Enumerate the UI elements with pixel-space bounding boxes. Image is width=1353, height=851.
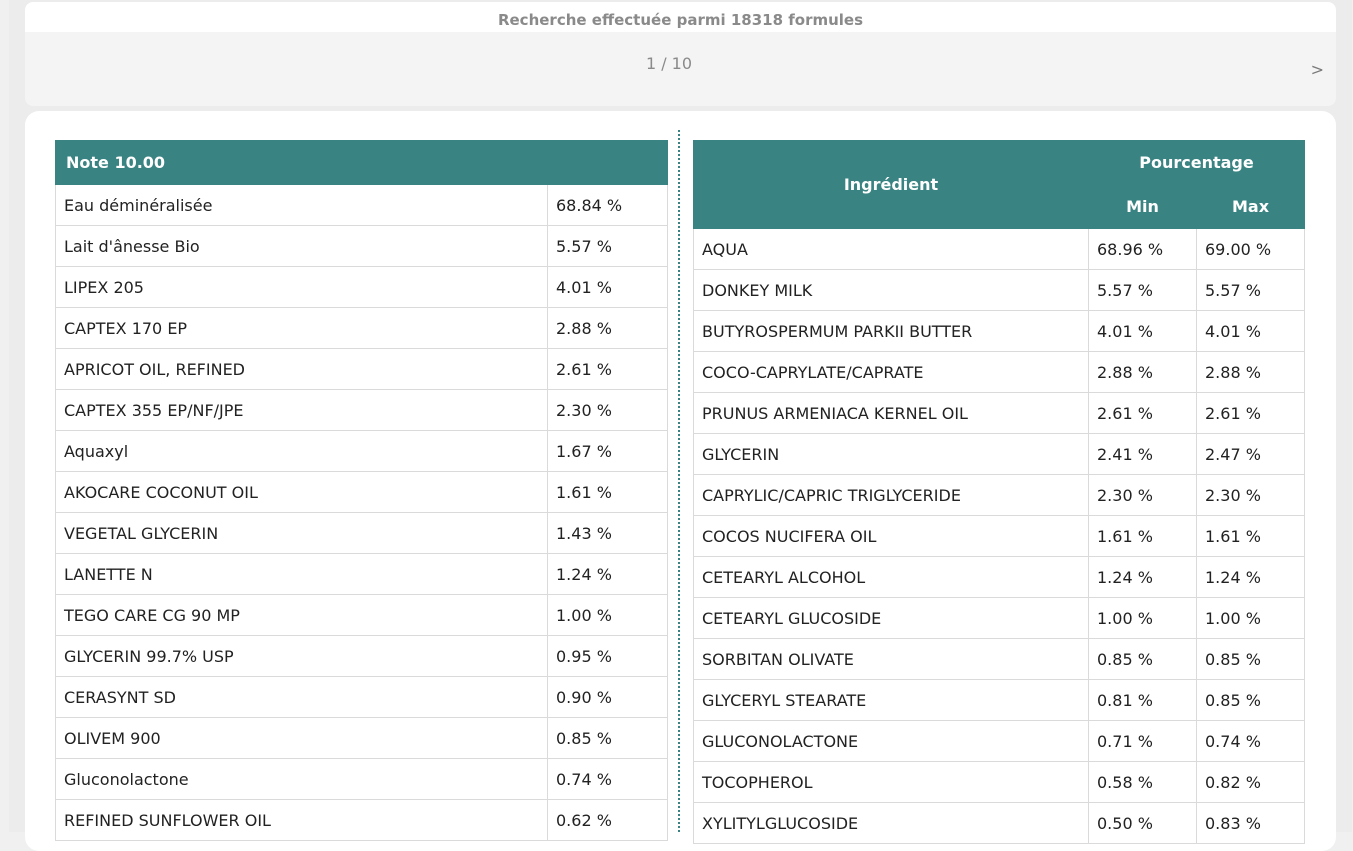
- ingredient-row-min: 1.24 %: [1089, 557, 1197, 598]
- ingredient-row-max: 0.85 %: [1197, 639, 1305, 680]
- ingredient-row: [694, 680, 1305, 721]
- ingredient-row-min: 0.71 %: [1089, 721, 1197, 762]
- ingredient-row: [694, 352, 1305, 393]
- ingredient-row: [694, 229, 1305, 270]
- formula-row-name: APRICOT OIL, REFINED: [56, 349, 548, 390]
- formula-row-name: REFINED SUNFLOWER OIL: [56, 800, 548, 841]
- ingredient-row: [694, 762, 1305, 803]
- formula-score-header: Note 10.00: [56, 141, 668, 185]
- formula-row: [56, 431, 668, 472]
- formula-row-name: Gluconolactone: [56, 759, 548, 800]
- ingredient-row: [694, 393, 1305, 434]
- formula-row-name: OLIVEM 900: [56, 718, 548, 759]
- ingredient-row-max: 2.61 %: [1197, 393, 1305, 434]
- formula-row-name: AKOCARE COCONUT OIL: [56, 472, 548, 513]
- ingredient-row-min: 4.01 %: [1089, 311, 1197, 352]
- ingredient-row-max: 1.24 %: [1197, 557, 1305, 598]
- ingredient-row-name: CETEARYL ALCOHOL: [694, 557, 1089, 598]
- formula-row: [56, 595, 668, 636]
- formula-row-percentage: 0.90 %: [548, 677, 668, 718]
- formula-row-percentage: 0.85 %: [548, 718, 668, 759]
- formula-row: [56, 308, 668, 349]
- ingredient-row-max: 0.82 %: [1197, 762, 1305, 803]
- ingredient-row-min: 2.30 %: [1089, 475, 1197, 516]
- formula-row: [56, 267, 668, 308]
- formula-row-name: LANETTE N: [56, 554, 548, 595]
- formula-row: [56, 718, 668, 759]
- ingredient-row-name: AQUA: [694, 229, 1089, 270]
- ingredient-row-name: XYLITYLGLUCOSIDE: [694, 803, 1089, 844]
- ingredient-row-name: BUTYROSPERMUM PARKII BUTTER: [694, 311, 1089, 352]
- formula-table: [55, 140, 668, 841]
- ingredient-row-min: 2.41 %: [1089, 434, 1197, 475]
- formula-row-percentage: 0.74 %: [548, 759, 668, 800]
- formula-row-name: TEGO CARE CG 90 MP: [56, 595, 548, 636]
- ingredient-row: [694, 270, 1305, 311]
- formula-row-name: CAPTEX 355 EP/NF/JPE: [56, 390, 548, 431]
- ingredient-row-max: 0.74 %: [1197, 721, 1305, 762]
- ingredient-row-min: 1.61 %: [1089, 516, 1197, 557]
- formula-row: [56, 800, 668, 841]
- formula-row-name: CERASYNT SD: [56, 677, 548, 718]
- formula-row-percentage: 0.62 %: [548, 800, 668, 841]
- formula-row: [56, 349, 668, 390]
- formula-row-percentage: 0.95 %: [548, 636, 668, 677]
- ingredient-row-name: CAPRYLIC/CAPRIC TRIGLYCERIDE: [694, 475, 1089, 516]
- ingredient-row-name: COCO-CAPRYLATE/CAPRATE: [694, 352, 1089, 393]
- ingredient-row: [694, 311, 1305, 352]
- formula-row-percentage: 1.67 %: [548, 431, 668, 472]
- ingredient-row: [694, 803, 1305, 844]
- ingredient-row-min: 2.88 %: [1089, 352, 1197, 393]
- formula-row: [56, 185, 668, 226]
- formula-row: [56, 636, 668, 677]
- ingredient-row-max: 4.01 %: [1197, 311, 1305, 352]
- ingredient-row-name: TOCOPHEROL: [694, 762, 1089, 803]
- ingredient-row-min: 5.57 %: [1089, 270, 1197, 311]
- formula-row-percentage: 1.24 %: [548, 554, 668, 595]
- ingredient-row-min: 0.58 %: [1089, 762, 1197, 803]
- ingredient-row: [694, 598, 1305, 639]
- ingredient-row: [694, 721, 1305, 762]
- formula-row: [56, 472, 668, 513]
- column-divider: [678, 130, 680, 832]
- ingredient-row-max: 0.85 %: [1197, 680, 1305, 721]
- formula-row-name: GLYCERIN 99.7% USP: [56, 636, 548, 677]
- pagination-bar: [25, 32, 1336, 106]
- formula-row-name: Aquaxyl: [56, 431, 548, 472]
- page-indicator: 1 / 10: [645, 54, 693, 73]
- formula-row: [56, 677, 668, 718]
- ingredient-row-name: DONKEY MILK: [694, 270, 1089, 311]
- ingredient-column-header: Ingrédient: [694, 141, 1089, 229]
- ingredient-row-max: 2.88 %: [1197, 352, 1305, 393]
- ingredient-row-max: 2.47 %: [1197, 434, 1305, 475]
- formula-row-percentage: 2.30 %: [548, 390, 668, 431]
- ingredient-row-max: 69.00 %: [1197, 229, 1305, 270]
- ingredient-row-name: GLYCERIN: [694, 434, 1089, 475]
- formula-row: [56, 554, 668, 595]
- ingredient-table: [693, 140, 1305, 844]
- ingredient-row-max: 5.57 %: [1197, 270, 1305, 311]
- formula-row-percentage: 68.84 %: [548, 185, 668, 226]
- ingredient-row-name: CETEARYL GLUCOSIDE: [694, 598, 1089, 639]
- formula-row-name: CAPTEX 170 EP: [56, 308, 548, 349]
- formula-row: [56, 226, 668, 267]
- ingredient-row: [694, 475, 1305, 516]
- ingredient-row-max: 2.30 %: [1197, 475, 1305, 516]
- ingredient-row: [694, 434, 1305, 475]
- ingredient-row-min: 1.00 %: [1089, 598, 1197, 639]
- ingredient-row: [694, 557, 1305, 598]
- formula-row-percentage: 1.00 %: [548, 595, 668, 636]
- formula-row-percentage: 2.88 %: [548, 308, 668, 349]
- ingredient-row-name: SORBITAN OLIVATE: [694, 639, 1089, 680]
- ingredient-row-name: PRUNUS ARMENIACA KERNEL OIL: [694, 393, 1089, 434]
- ingredient-row-name: GLUCONOLACTONE: [694, 721, 1089, 762]
- formula-row-percentage: 1.43 %: [548, 513, 668, 554]
- formula-row-percentage: 1.61 %: [548, 472, 668, 513]
- ingredient-row-min: 0.85 %: [1089, 639, 1197, 680]
- ingredient-row-min: 2.61 %: [1089, 393, 1197, 434]
- formula-row-name: VEGETAL GLYCERIN: [56, 513, 548, 554]
- ingredient-row-name: GLYCERYL STEARATE: [694, 680, 1089, 721]
- formula-row: [56, 759, 668, 800]
- ingredient-row-name: COCOS NUCIFERA OIL: [694, 516, 1089, 557]
- ingredient-row: [694, 516, 1305, 557]
- next-page-button[interactable]: >: [1310, 60, 1324, 79]
- formula-row-percentage: 2.61 %: [548, 349, 668, 390]
- ingredient-row-max: 1.00 %: [1197, 598, 1305, 639]
- ingredient-row-min: 0.81 %: [1089, 680, 1197, 721]
- formula-row: [56, 390, 668, 431]
- ingredient-row-min: 68.96 %: [1089, 229, 1197, 270]
- ingredient-row-max: 1.61 %: [1197, 516, 1305, 557]
- formula-row-name: Eau déminéralisée: [56, 185, 548, 226]
- search-info-text: Recherche effectuée parmi 18318 formules: [25, 2, 1336, 32]
- min-column-header: Min: [1089, 185, 1197, 229]
- ingredient-row-max: 0.83 %: [1197, 803, 1305, 844]
- formula-row-name: Lait d'ânesse Bio: [56, 226, 548, 267]
- percentage-column-header: Pourcentage: [1089, 141, 1305, 185]
- formula-row-percentage: 5.57 %: [548, 226, 668, 267]
- max-column-header: Max: [1197, 185, 1305, 229]
- formula-row-name: LIPEX 205: [56, 267, 548, 308]
- formula-row: [56, 513, 668, 554]
- ingredient-row-min: 0.50 %: [1089, 803, 1197, 844]
- ingredient-row: [694, 639, 1305, 680]
- formula-row-percentage: 4.01 %: [548, 267, 668, 308]
